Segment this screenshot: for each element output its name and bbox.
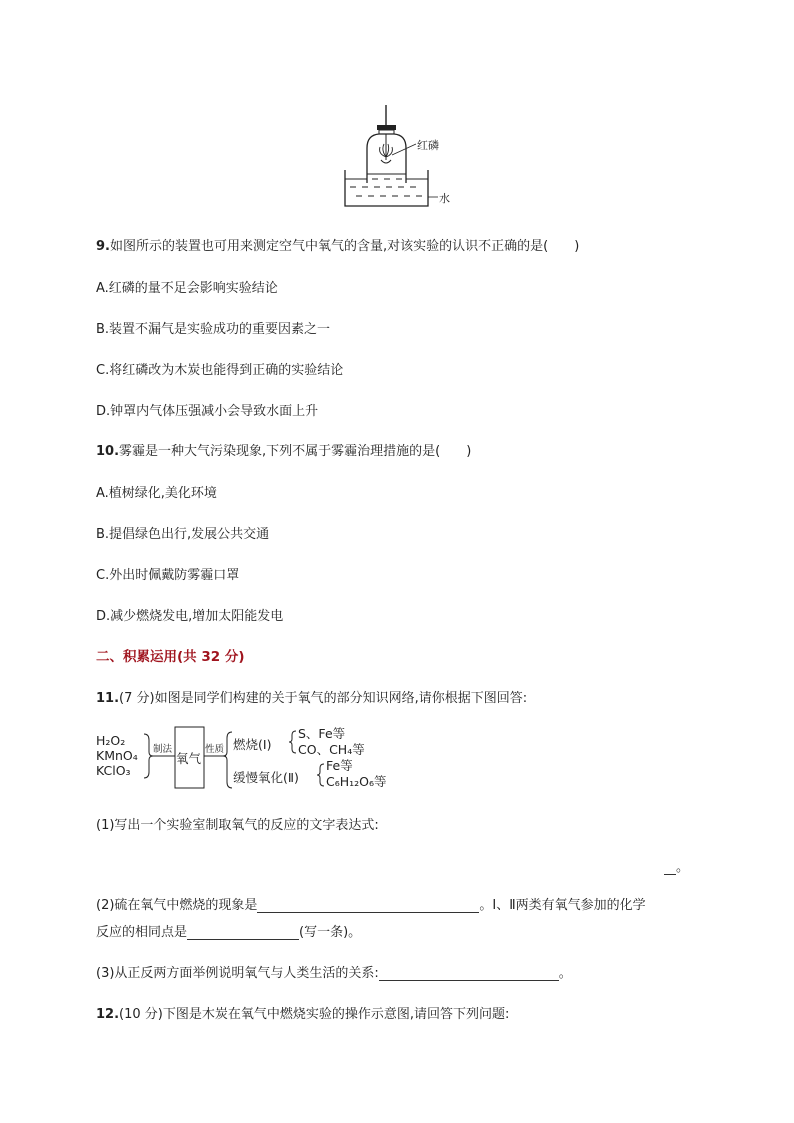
question-number: 12. <box>96 1007 120 1022</box>
arrow-label-properties: 性质 <box>205 744 225 755</box>
option-c: C.将红磷改为木炭也能得到正确的实验结论 <box>96 363 344 378</box>
question-number: 10. <box>96 444 120 459</box>
sub-question-3 <box>96 962 572 981</box>
blank[interactable] <box>664 860 676 875</box>
arrow-label-preparation: 制法 <box>153 744 173 755</box>
reactant-kclo3: KClO₃ <box>96 763 131 778</box>
sub-question-2-cont <box>96 921 361 940</box>
option-d: D.钟罩内气体压强减小会导致水面上升 <box>96 404 319 419</box>
option-a: A.植树绿化,美化环境 <box>96 486 217 501</box>
sub-question-1: (1)写出一个实验室制取氧气的反应的文字表达式: <box>96 818 379 833</box>
question-text: (3)从正反两方面举例说明氧气与人类生活的关系: <box>96 966 379 981</box>
branch-slow-oxidation: 缓慢氧化(Ⅱ) <box>233 770 299 785</box>
period: 。 <box>676 860 690 875</box>
question-text: 如图所示的装置也可用来测定空气中氧气的含量,对该实验的认识不正确的是( <box>109 239 549 254</box>
question-text: 。Ⅰ、Ⅱ两类有氧气参加的化学 <box>479 898 646 913</box>
label-water: 水 <box>439 192 450 205</box>
answer-blank[interactable] <box>257 898 479 913</box>
slow-item-1: Fe等 <box>326 758 353 773</box>
question-12-stem <box>96 1003 509 1022</box>
question-text: 雾霾是一种大气污染现象,下列不属于雾霾治理措施的是( <box>119 444 441 459</box>
question-text: (写一条)。 <box>299 925 362 940</box>
period: 。 <box>558 966 572 981</box>
reactant-h2o2: H₂O₂ <box>96 733 126 748</box>
sub-question-2 <box>96 894 646 913</box>
center-oxygen: 氧气 <box>176 751 202 766</box>
branch-burning: 燃烧(Ⅰ) <box>233 737 272 752</box>
question-text: 下图是木炭在氧气中燃烧实验的操作示意图,请回答下列问题: <box>162 1007 510 1022</box>
question-text: 反应的相同点是 <box>96 925 188 940</box>
option-a: A.红磷的量不足会影响实验结论 <box>96 281 278 296</box>
question-text: 如图是同学们构建的关于氧气的部分知识网络,请你根据下图回答: <box>154 691 528 706</box>
question-11-stem <box>96 687 527 706</box>
burn-item-2: CO、CH₄等 <box>298 742 365 757</box>
question-9-stem <box>96 235 579 254</box>
question-text: (2)硫在氧气中燃烧的现象是 <box>96 898 258 913</box>
slow-item-2: C₆H₁₂O₆等 <box>326 774 387 789</box>
burn-item-1: S、Fe等 <box>298 726 346 741</box>
question-number: 11. <box>96 691 120 706</box>
paren-close: ) <box>466 444 472 459</box>
question-score: (10 分) <box>119 1007 163 1022</box>
answer-line-1[interactable] <box>664 856 689 875</box>
answer-blank[interactable] <box>379 966 559 981</box>
question-10-stem <box>96 440 471 459</box>
paren-close: ) <box>574 239 580 254</box>
option-d: D.减少燃烧发电,增加太阳能发电 <box>96 609 284 624</box>
section-heading: 二、积累运用(共 32 分) <box>96 649 245 665</box>
option-b: B.装置不漏气是实验成功的重要因素之一 <box>96 322 331 337</box>
oxygen-knowledge-network <box>96 724 396 794</box>
question-number: 9. <box>96 239 110 254</box>
question-score: (7 分) <box>119 691 155 706</box>
answer-blank[interactable] <box>187 925 299 940</box>
option-b: B.提倡绿色出行,发展公共交通 <box>96 527 270 542</box>
label-red-phosphorus: 红磷 <box>417 139 439 152</box>
option-c: C.外出时佩戴防雾霾口罩 <box>96 568 240 583</box>
reactant-kmno4: KMnO₄ <box>96 748 138 763</box>
